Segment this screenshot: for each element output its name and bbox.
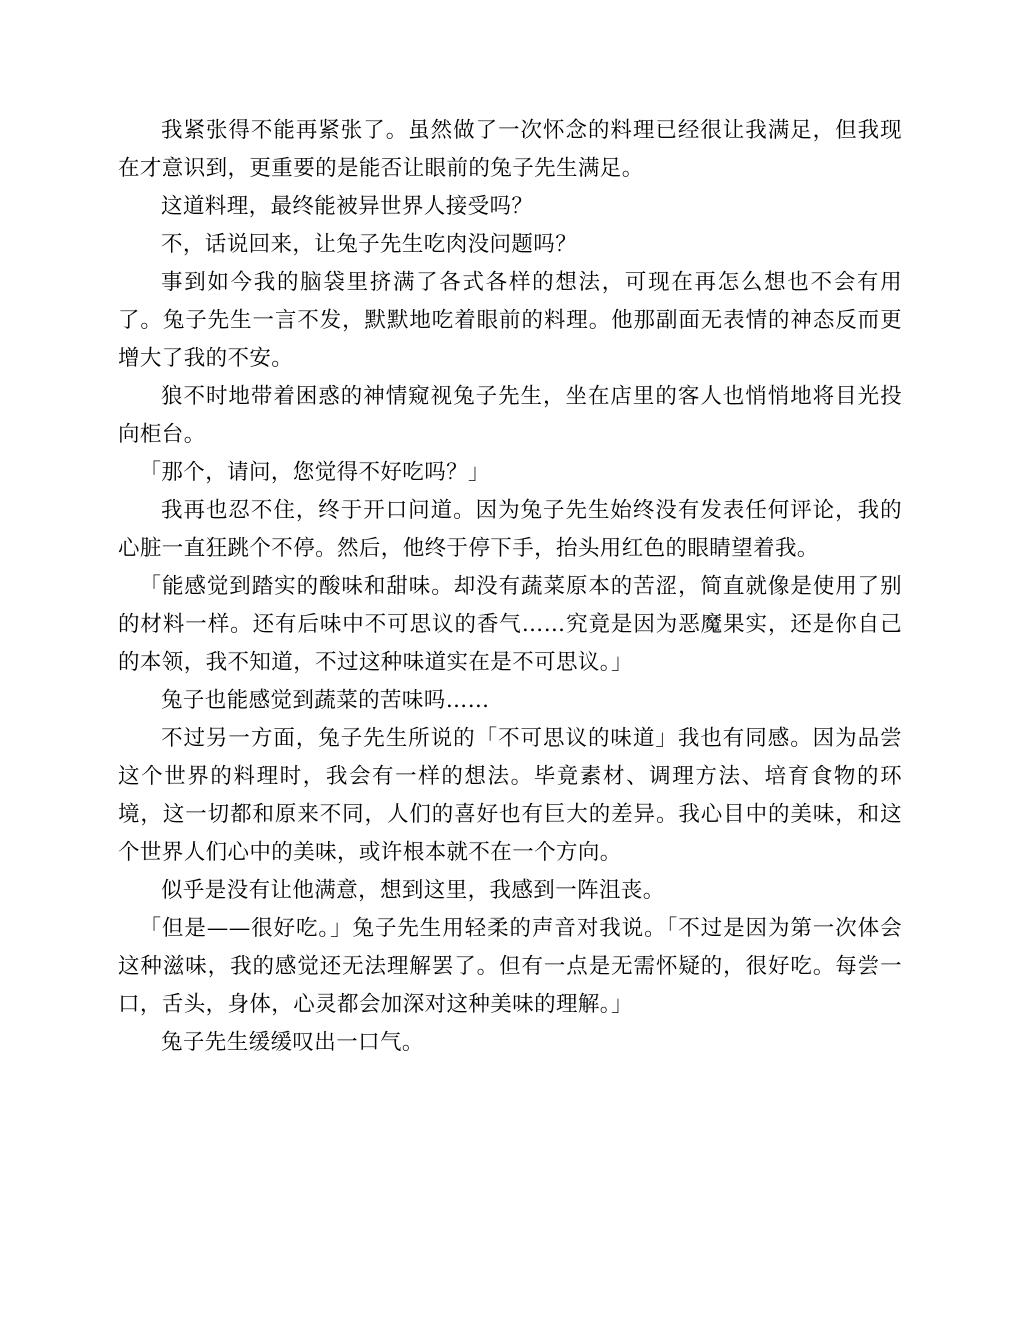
paragraph-dialogue: 「那个，请问，您觉得不好吃吗？」 <box>139 460 490 485</box>
paragraph: 似乎是没有让他满意，想到这里，我感到一阵沮丧。 <box>161 878 665 903</box>
page-body <box>118 112 902 1062</box>
paragraph: 我再也忍不住，终于开口问道。因为兔子先生始终没有发表任何评论，我的心脏一直狂跳个不停。然后，他终于停下手，抬头用红色的眼睛望着我。 <box>118 498 902 561</box>
paragraph: 兔子先生缓缓叹出一口气。 <box>161 1030 424 1055</box>
paragraph: 我紧张得不能再紧张了。虽然做了一次怀念的料理已经很让我满足，但我现在才意识到，更重要的是能否让眼前的兔子先生满足。 <box>118 118 902 181</box>
paragraph: 不过另一方面，兔子先生所说的「不可思议的味道」我也有同感。因为品尝这个世界的料理时，我会有一样的想法。毕竟素材、调理方法、培育食物的环境，这一切都和原来不同，人们的喜好也有巨大的差异。我心目中的美味，和这个世界人们心中的美味，或许根本就不在一个方向。 <box>118 726 902 865</box>
paragraph: 兔子也能感觉到蔬菜的苦味吗…… <box>161 688 490 713</box>
paragraph: 这道料理，最终能被异世界人接受吗？ <box>161 194 534 219</box>
paragraph: 狼不时地带着困惑的神情窥视兔子先生，坐在店里的客人也悄悄地将目光投向柜台。 <box>118 384 902 447</box>
paragraph-dialogue: 「但是——很好吃。」兔子先生用轻柔的声音对我说。「不过是因为第一次体会这种滋味，我的感觉还无法理解罢了。但有一点是无需怀疑的，很好吃。每尝一口，舌头，身体，心灵都会加深对这种美味的理解。」 <box>118 916 902 1017</box>
paragraph: 事到如今我的脑袋里挤满了各式各样的想法，可现在再怎么想也不会有用了。兔子先生一言不发，默默地吃着眼前的料理。他那副面无表情的神态反而更增大了我的不安。 <box>118 270 902 371</box>
paragraph: 不，话说回来，让兔子先生吃肉没问题吗？ <box>161 232 578 257</box>
paragraph-dialogue: 「能感觉到踏实的酸味和甜味。却没有蔬菜原本的苦涩，简直就像是使用了别的材料一样。还有后味中不可思议的香气……究竟是因为恶魔果实，还是你自己的本领，我不知道，不过这种味道实在是不可思议。」 <box>118 574 902 675</box>
